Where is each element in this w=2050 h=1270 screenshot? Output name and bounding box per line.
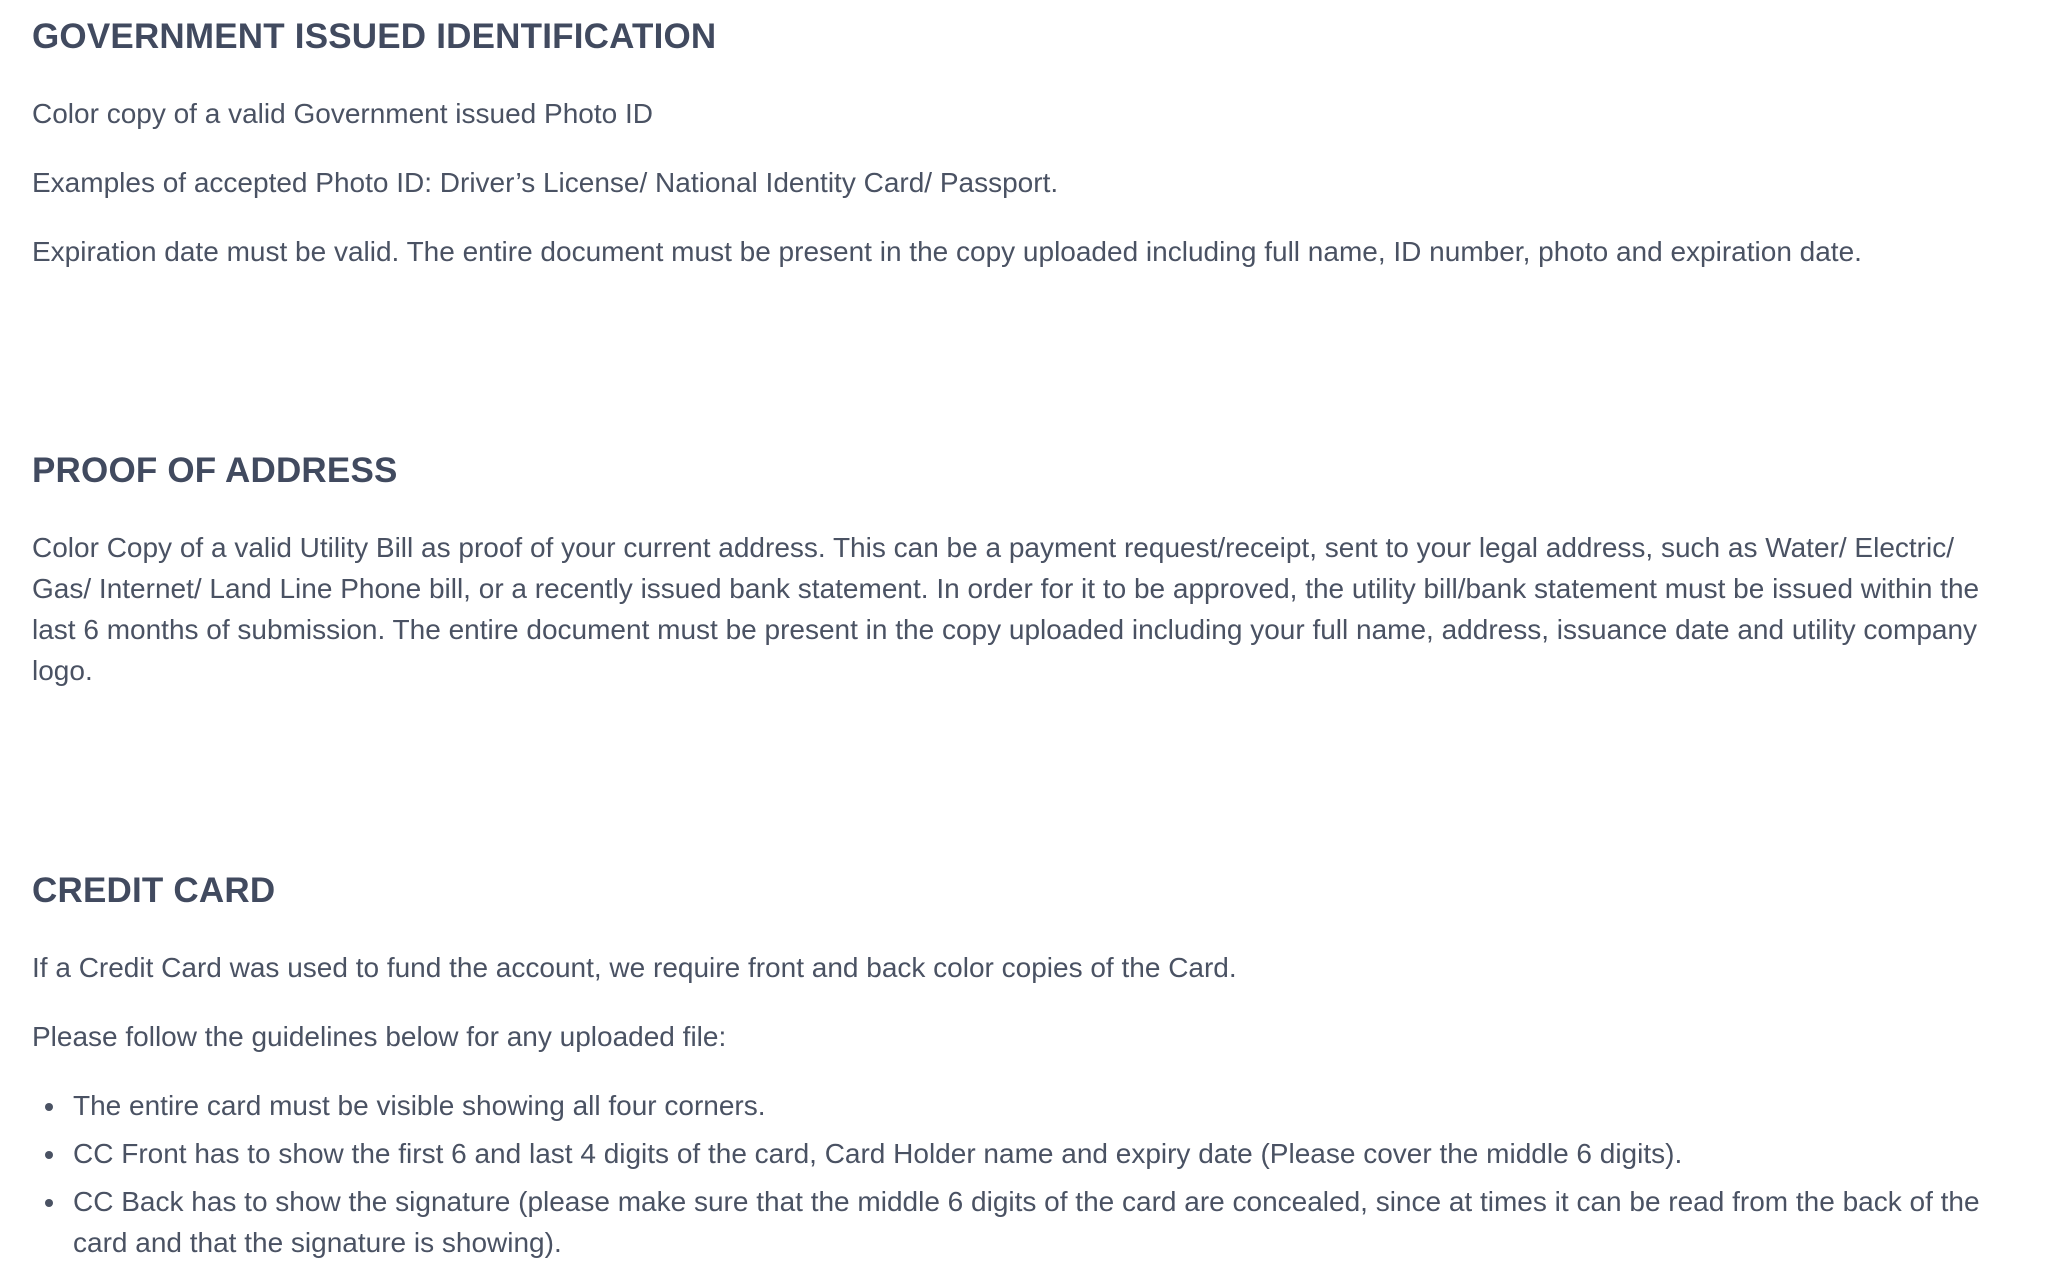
paragraph: Color Copy of a valid Utility Bill as proof of your current address. This can be a payment request/receipt, sent to your legal address, such as Water/ Electric/ Gas/ Internet/ Land Line Phone bill, or a recently issued bank statement. In order for it to be approved, the utility bill/bank statement must be issued within the last 6 months of submission. The entire document must be present in the copy uploaded including your full name, address, issuance date and utility company logo.: [32, 532, 1980, 686]
paragraph: If a Credit Card was used to fund the account, we require front and back color copies of the Card.: [32, 952, 1237, 983]
paragraph: Please follow the guidelines below for any uploaded file:: [32, 1021, 727, 1052]
section-heading: GOVERNMENT ISSUED IDENTIFICATION: [32, 17, 717, 56]
credit-card-section: [32, 868, 1982, 1270]
guidelines-list: [32, 1085, 1982, 1263]
section-heading: PROOF OF ADDRESS: [32, 451, 398, 490]
list-item: [73, 1133, 1982, 1174]
list-item-text: CC Front has to show the first 6 and last 4 digits of the card, Card Holder name and expiry date (Please cover the middle 6 digits).: [73, 1138, 1683, 1169]
bullet-icon: [45, 1151, 53, 1159]
paragraph: Expiration date must be valid. The entire document must be present in the copy uploaded including full name, ID number, photo and expiration date.: [32, 236, 1862, 267]
list-item-text: The entire card must be visible showing all four corners.: [73, 1090, 766, 1121]
list-item: [73, 1181, 1982, 1263]
proof-of-address-section: [32, 448, 1982, 691]
bullet-icon: [45, 1199, 53, 1207]
bullet-icon: [45, 1103, 53, 1111]
section-heading: CREDIT CARD: [32, 871, 276, 910]
paragraph: Examples of accepted Photo ID: Driver’s License/ National Identity Card/ Passport.: [32, 167, 1059, 198]
government-id-section: [32, 14, 1982, 300]
list-item: [73, 1085, 1982, 1126]
list-item-text: CC Back has to show the signature (please make sure that the middle 6 digits of the card are concealed, since at times it can be read from the back of the card and that the signature is showing).: [73, 1186, 1980, 1258]
paragraph: Color copy of a valid Government issued Photo ID: [32, 98, 653, 129]
